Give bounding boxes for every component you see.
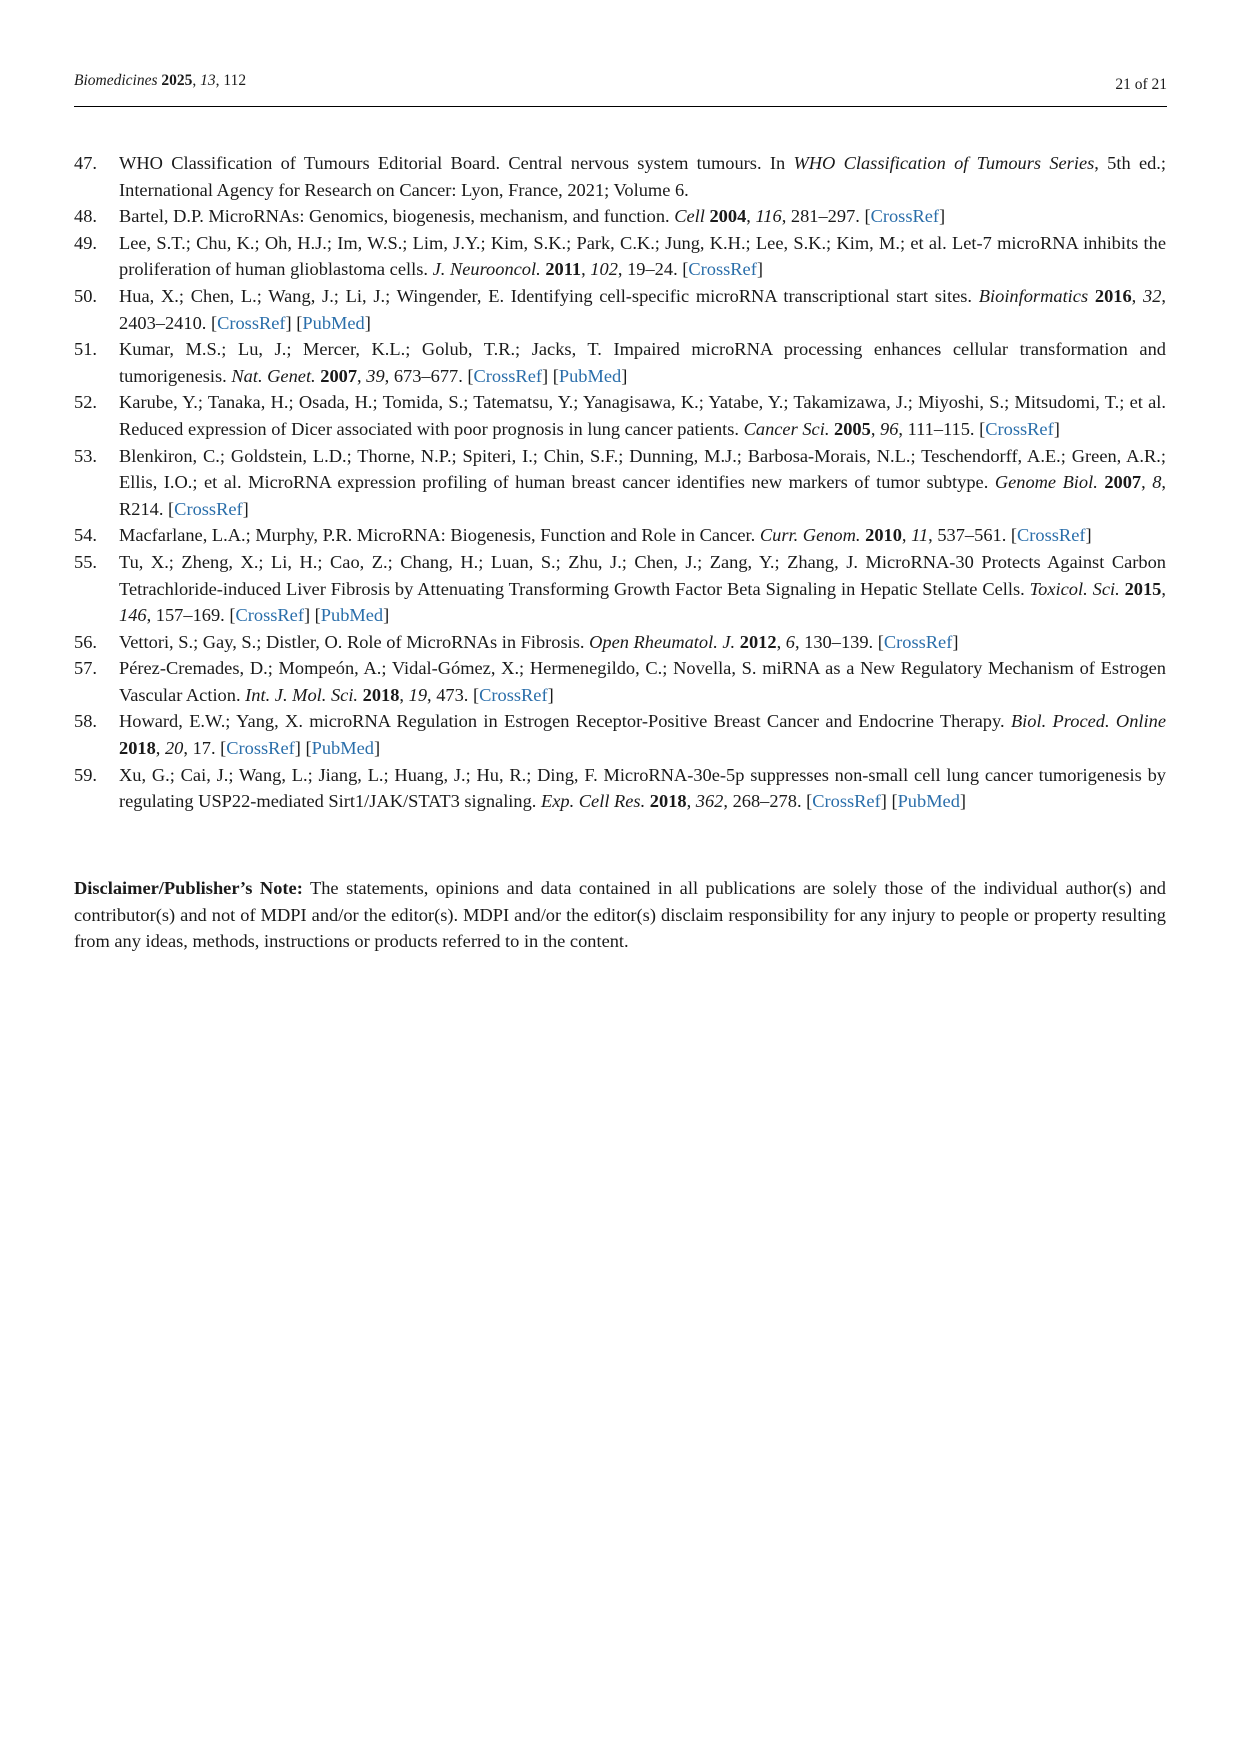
reference-number: 54. xyxy=(74,525,97,546)
reference-italic: 20 xyxy=(164,738,184,759)
reference-number: 58. xyxy=(74,711,97,732)
reference-text: , 537–561. [ xyxy=(928,525,1018,546)
reference-text: ] [ xyxy=(303,605,321,626)
reference-text: Karube, Y.; Tanaka, H.; Osada, H.; Tomida, S.; Tatematsu, Y.; Yanagisawa, K.; Yatabe, Y.; Takamizawa, J.; Miyoshi, S.; Mitsudomi, T.; et al. Reduced expression of Dicer associated with poor prognosis in lung cancer patients. xyxy=(119,392,1166,439)
running-header xyxy=(74,70,1167,107)
reference-text: ] xyxy=(242,498,249,519)
reference-number: 57. xyxy=(74,658,97,679)
reference-text: , 5th ed.; International Agency for Research on Cancer: Lyon, France, 2021; Volume 6. xyxy=(119,153,1167,200)
reference-item xyxy=(74,629,1166,656)
reference-italic: Open Rheumatol. J. xyxy=(589,631,736,652)
reference-text: , 17. [ xyxy=(183,738,227,759)
crossref-link[interactable]: CrossRef xyxy=(226,738,295,759)
reference-italic: Cancer Sci. xyxy=(743,418,830,439)
reference-text: ] [ xyxy=(294,738,312,759)
reference-year: 2018 xyxy=(649,791,687,812)
article-number: 112 xyxy=(223,72,247,89)
journal-name: Biomedicines xyxy=(74,72,158,89)
reference-year: 2007 xyxy=(320,365,358,386)
reference-italic: 8 xyxy=(1152,472,1162,493)
reference-italic: 146 xyxy=(119,605,147,626)
crossref-link[interactable]: CrossRef xyxy=(217,312,286,333)
page-number: 21 of 21 xyxy=(1115,76,1167,93)
reference-italic: 6 xyxy=(785,631,795,652)
reference-text: , xyxy=(686,791,696,812)
reference-year: 2005 xyxy=(834,418,871,439)
reference-text: , xyxy=(776,631,786,652)
reference-text: Macfarlane, L.A.; Murphy, P.R. MicroRNA: Biogenesis, Function and Role in Cancer. xyxy=(119,525,760,546)
reference-text: , R214. [ xyxy=(119,472,1167,519)
reference-item xyxy=(74,549,1166,629)
crossref-link[interactable]: CrossRef xyxy=(473,365,542,386)
disclaimer-heading: Disclaimer/Publisher’s Note: xyxy=(74,878,303,898)
pubmed-link[interactable]: PubMed xyxy=(302,312,365,333)
reference-italic: 96 xyxy=(880,418,899,439)
reference-year: 2007 xyxy=(1104,472,1142,493)
reference-number: 56. xyxy=(74,631,97,652)
crossref-link[interactable]: CrossRef xyxy=(479,684,548,705)
reference-italic: Exp. Cell Res. xyxy=(541,791,646,812)
reference-list xyxy=(74,150,1166,815)
disclaimer-text: The statements, opinions and data contained in all publications are solely those of the individual author(s) and contributor(s) and not of MDPI and/or the editor(s). MDPI and/or the editor(s) disclaim responsibility for any injury to people or property resulting from any ideas, methods, instructions or products referred to in the content. xyxy=(74,878,1166,952)
reference-number: 48. xyxy=(74,206,97,227)
reference-text: , 130–139. [ xyxy=(794,631,884,652)
reference-number: 59. xyxy=(74,764,97,785)
reference-text: ] xyxy=(383,605,390,626)
reference-text: ] [ xyxy=(541,365,559,386)
reference-text: ] xyxy=(939,206,946,227)
reference-text: Lee, S.T.; Chu, K.; Oh, H.J.; Im, W.S.; Lim, J.Y.; Kim, S.K.; Park, C.K.; Jung, K.H.; Lee, S.K.; Kim, M.; et al. Let-7 microRNA inhibits the proliferation of human glioblastoma cells. xyxy=(119,232,1166,280)
reference-text: , xyxy=(399,684,409,705)
reference-text: , 281–297. [ xyxy=(781,206,871,227)
crossref-link[interactable]: CrossRef xyxy=(812,791,881,812)
reference-item xyxy=(74,203,1166,230)
reference-text: , 2403–2410. [ xyxy=(119,285,1167,333)
crossref-link[interactable]: CrossRef xyxy=(870,206,940,227)
reference-year: 2004 xyxy=(709,206,747,227)
reference-italic: J. Neurooncol. xyxy=(432,259,541,280)
reference-year: 2010 xyxy=(865,525,902,546)
reference-text: ] xyxy=(364,312,371,333)
pubmed-link[interactable]: PubMed xyxy=(311,738,374,759)
reference-text: , xyxy=(155,738,165,759)
reference-text: , xyxy=(1141,472,1153,493)
reference-text: , xyxy=(357,365,367,386)
reference-text: Hua, X.; Chen, L.; Wang, J.; Li, J.; Wingender, E. Identifying cell-specific microRNA transcriptional start sites. xyxy=(119,285,979,306)
reference-year: 2015 xyxy=(1124,578,1162,599)
reference-text: ] xyxy=(1085,525,1092,546)
reference-text: ] xyxy=(373,738,381,759)
reference-year: 2011 xyxy=(545,259,582,280)
reference-text: Howard, E.W.; Yang, X. microRNA Regulation in Estrogen Receptor-Positive Breast Cancer and Endocrine Therapy. xyxy=(119,711,1011,732)
journal-citation: Biomedicines 2025, 13, 112 xyxy=(74,72,247,89)
reference-text: ] [ xyxy=(880,791,898,812)
reference-text: Kumar, M.S.; Lu, J.; Mercer, K.L.; Golub, T.R.; Jacks, T. Impaired microRNA processing enhances cellular transformation and tumorigenesis. xyxy=(119,339,1166,386)
reference-text: , 157–169. [ xyxy=(146,605,236,626)
reference-italic: Curr. Genom. xyxy=(759,525,861,546)
reference-number: 55. xyxy=(74,551,97,572)
journal-year: 2025 xyxy=(161,72,193,89)
disclaimer-note xyxy=(74,875,1166,955)
reference-italic: 19 xyxy=(408,684,428,705)
reference-italic: 32 xyxy=(1143,285,1162,306)
reference-text: , xyxy=(581,259,591,280)
reference-italic: Nat. Genet. xyxy=(231,365,316,386)
reference-text: ] xyxy=(1053,418,1060,439)
reference-text: , 268–278. [ xyxy=(723,791,813,812)
pubmed-link[interactable]: PubMed xyxy=(897,791,960,812)
reference-item xyxy=(74,230,1166,283)
reference-text: , 111–115. [ xyxy=(898,418,986,439)
reference-item xyxy=(74,336,1166,389)
crossref-link[interactable]: CrossRef xyxy=(688,259,757,280)
reference-item xyxy=(74,389,1166,442)
reference-year: 2016 xyxy=(1094,285,1132,306)
reference-number: 50. xyxy=(74,285,97,306)
reference-italic: Cell xyxy=(674,206,705,227)
reference-text: Blenkiron, C.; Goldstein, L.D.; Thorne, N.P.; Spiteri, I.; Chin, S.F.; Dunning, M.J.; Barbosa-Morais, N.L.; Teschendorff, A.E.; Green, A.R.; Ellis, I.O.; et al. MicroRNA expression profiling of human breast cancer identifies new markers of tumor subtype. xyxy=(119,445,1166,493)
reference-italic: Int. J. Mol. Sci. xyxy=(245,684,359,705)
reference-text: ] [ xyxy=(285,312,303,333)
reference-text: ] xyxy=(621,365,628,386)
reference-italic: 102 xyxy=(590,259,618,280)
reference-year: 2018 xyxy=(119,738,156,759)
reference-text: , xyxy=(1131,285,1144,306)
reference-text: , xyxy=(901,525,912,546)
reference-text: Tu, X.; Zheng, X.; Li, H.; Cao, Z.; Chang, H.; Luan, S.; Zhu, J.; Chen, J.; Zang, Y.; Zhang, J. MicroRNA-30 Protects Against Carbon Tetrachloride-induced Liver Fibrosis by Attenuating Transforming Growth Factor Beta Signaling in Hepatic Stellate Cells. xyxy=(119,551,1166,599)
reference-item xyxy=(74,150,1166,203)
reference-text: ] xyxy=(959,791,967,812)
crossref-link[interactable]: CrossRef xyxy=(883,631,953,652)
reference-number: 51. xyxy=(74,339,97,360)
reference-italic: 11 xyxy=(911,525,929,546)
reference-item xyxy=(74,655,1166,708)
reference-number: 49. xyxy=(74,232,97,253)
reference-text: Vettori, S.; Gay, S.; Distler, O. Role of MicroRNAs in Fibrosis. xyxy=(119,631,590,652)
reference-italic: Toxicol. Sci. xyxy=(1029,578,1120,599)
reference-text: ] xyxy=(547,684,554,705)
reference-italic: 362 xyxy=(695,791,724,812)
reference-text: , xyxy=(870,418,881,439)
reference-text: Xu, G.; Cai, J.; Wang, L.; Jiang, L.; Huang, J.; Hu, R.; Ding, F. MicroRNA-30e-5p suppresses non-small cell lung cancer tumorigenesis by regulating USP22-mediated Sirt1/JAK/STAT3 signaling. xyxy=(119,764,1166,812)
reference-number: 47. xyxy=(74,153,97,173)
crossref-link[interactable]: CrossRef xyxy=(174,498,243,519)
reference-text: , xyxy=(746,206,756,227)
reference-item xyxy=(74,283,1166,336)
reference-item xyxy=(74,762,1166,815)
reference-year: 2012 xyxy=(739,631,777,652)
journal-volume: 13 xyxy=(200,72,216,89)
reference-number: 52. xyxy=(74,392,97,413)
reference-text: ] xyxy=(756,259,763,280)
reference-text: ] xyxy=(952,631,959,652)
reference-text: , xyxy=(1161,578,1166,599)
reference-italic: Biol. Proced. Online xyxy=(1010,711,1166,732)
reference-text: , 473. [ xyxy=(427,684,480,705)
reference-text: Pérez-Cremades, D.; Mompeón, A.; Vidal-Gómez, X.; Hermenegildo, C.; Novella, S. miRNA as a New Regulatory Mechanism of Estrogen Vascular Action. xyxy=(119,658,1166,705)
reference-italic: WHO Classification of Tumours Series xyxy=(793,153,1095,173)
reference-item xyxy=(74,522,1166,549)
reference-number: 53. xyxy=(74,445,97,466)
reference-item xyxy=(74,443,1166,523)
reference-italic: Bioinformatics xyxy=(978,285,1089,306)
reference-text: , 673–677. [ xyxy=(384,365,474,386)
crossref-link[interactable]: CrossRef xyxy=(235,605,304,626)
crossref-link[interactable]: CrossRef xyxy=(1017,525,1086,546)
pubmed-link[interactable]: PubMed xyxy=(558,365,622,386)
reference-text xyxy=(1088,286,1095,306)
reference-italic: Genome Biol. xyxy=(994,472,1098,493)
reference-italic: 116 xyxy=(755,206,782,227)
reference-item xyxy=(74,708,1166,761)
reference-text: , 19–24. [ xyxy=(617,259,689,280)
reference-text: WHO Classification of Tumours Editorial Board. Central nervous system tumours. In xyxy=(119,153,794,173)
crossref-link[interactable]: CrossRef xyxy=(985,418,1054,439)
reference-text: Bartel, D.P. MicroRNAs: Genomics, biogenesis, mechanism, and function. xyxy=(119,206,675,227)
reference-year: 2018 xyxy=(362,684,400,705)
reference-italic: 39 xyxy=(366,365,385,386)
pubmed-link[interactable]: PubMed xyxy=(320,605,384,626)
